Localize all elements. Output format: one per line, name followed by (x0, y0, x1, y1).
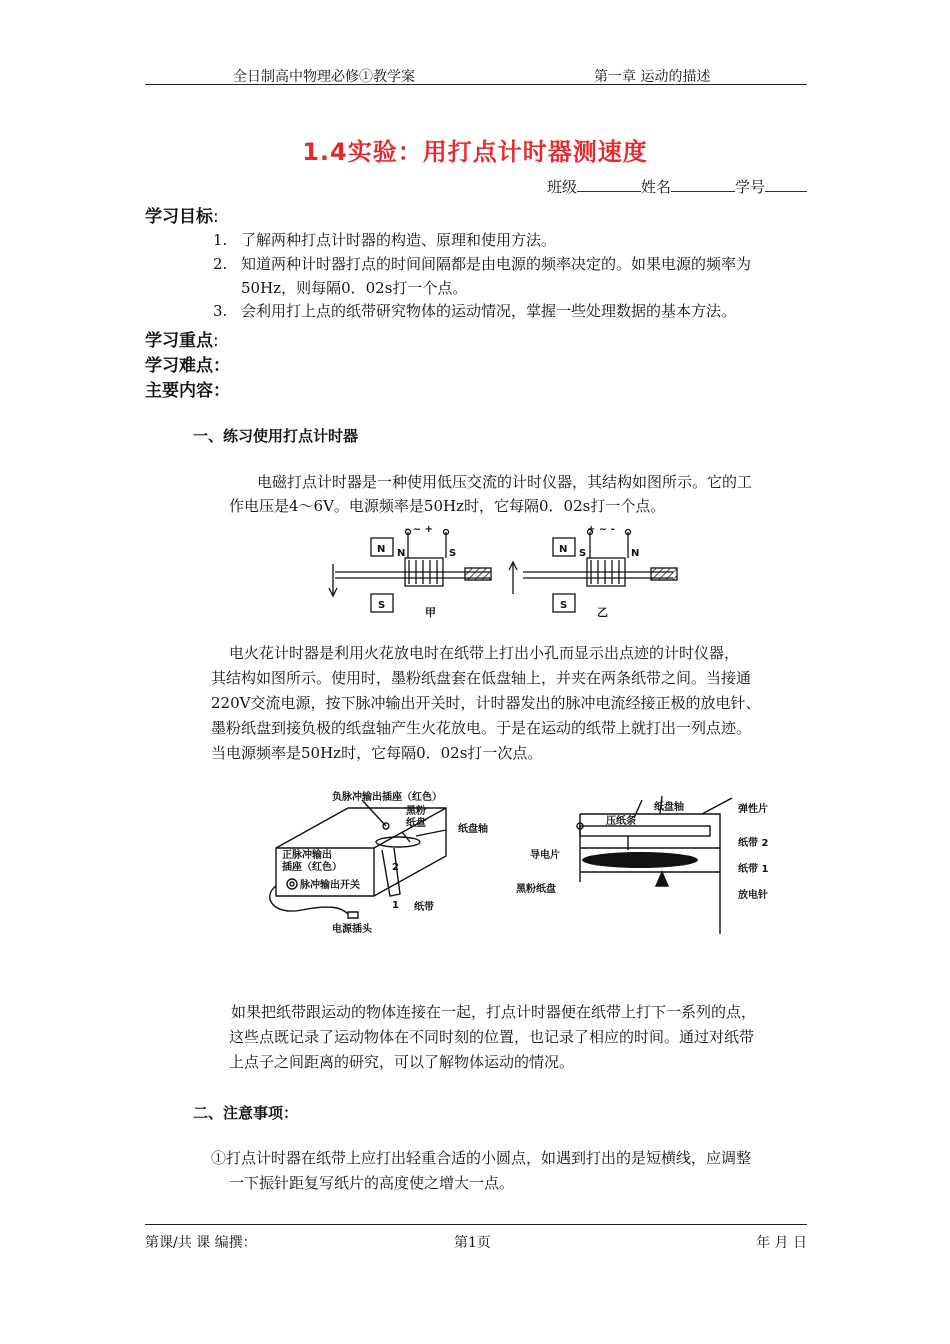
fig2-tape-1: 纸带 1 (738, 864, 769, 875)
section2-item-line2: 一下振针距复写纸片的高度使之增大一点。 (229, 1174, 515, 1192)
name-label: 姓名 (640, 178, 671, 196)
fig2-press-strip: 压纸条 (606, 816, 636, 827)
name-blank (671, 177, 735, 192)
fig2-tape: 纸带 (414, 902, 434, 913)
student-info (547, 176, 807, 197)
fig2-disc-axis: 纸盘轴 (458, 824, 488, 835)
fig1-n-right: N (559, 544, 568, 555)
section1-para2-line5: 当电源频率是50Hz时，它每隔0．02s打一次点。 (211, 744, 543, 762)
section1-para2-line2: 其结构如图所示。使用时，墨粉纸盘套在低盘轴上，并夹在两条纸带之间。当接通 (211, 669, 752, 687)
fig1-caption-right: 乙 (597, 606, 608, 619)
section1-para2-line3: 220V交流电源，按下脉冲输出开关时，计时器发出的脉冲电流经接正极的放电针、 (211, 694, 761, 712)
fig2-tape-2: 纸带 2 (738, 838, 769, 849)
fig1-terminals-right: + ~ - (587, 524, 615, 535)
fig2-neg-socket: 负脉冲输出插座（红色） (332, 792, 442, 803)
goals-label: 学习目标: (145, 207, 219, 227)
header-right: 第一章 运动的描述 (594, 69, 711, 85)
section1-para1-line1: 电磁打点计时器是一种使用低压交流的计时仪器，其结构如图所示。它的工 (257, 473, 753, 491)
class-label: 班级 (546, 178, 577, 196)
header-left: 全日制高中物理必修①教学案 (233, 69, 415, 85)
fig2-spring: 弹性片 (738, 804, 768, 815)
fig1-terminals-left: - ~ + (405, 524, 433, 535)
key-points-label: 学习重点: (145, 331, 219, 351)
id-label: 学号 (734, 178, 765, 196)
goal-text: 了解两种打点计时器的构造、原理和使用方法。 (241, 231, 557, 249)
main-content-label: 主要内容： (145, 381, 230, 401)
section1-para2-line4: 墨粉纸盘到接负极的纸盘轴产生火花放电。于是在运动的纸带上就打出一列点迹。 (211, 719, 752, 737)
goal-item-1 (213, 228, 813, 252)
electromagnetic-timer-figure (325, 524, 685, 620)
difficulties-label: 学习难点： (145, 356, 230, 376)
fig2-switch: 脉冲输出开关 (300, 880, 360, 891)
footer-date: 年 月 日 (756, 1235, 807, 1251)
section2-heading: 二、注意事项： (193, 1104, 299, 1122)
fig2-num-1: 1 (392, 900, 399, 911)
goal-num: 1. (213, 231, 228, 249)
goal-item-2 (213, 252, 813, 276)
id-blank (765, 177, 807, 192)
goal-num: 2. (213, 255, 228, 273)
fig1-n-coil-right: N (631, 548, 640, 559)
class-blank (577, 177, 641, 192)
fig1-s-coil-right: S (579, 548, 587, 559)
section1-para3-line3: 上点子之间距离的研究，可以了解物体运动的情况。 (229, 1053, 575, 1071)
fig1-s-left: S (378, 600, 386, 611)
section1-heading: 一、练习使用打点计时器 (193, 427, 359, 445)
fig1-n-coil-left: N (397, 548, 406, 559)
fig2-pos-socket-1: 正脉冲输出 (282, 850, 332, 861)
goal-text: 知道两种计时器打点的时间间隔都是由电源的频率决定的。如果电源的频率为 (241, 255, 752, 273)
fig2-disc-axis-right: 纸盘轴 (654, 802, 684, 813)
header-rule (145, 84, 807, 85)
fig1-s-right: S (560, 600, 568, 611)
section1-para3-line2: 这些点既记录了运动物体在不同时刻的位置，也记录了相应的时间。通过对纸带 (229, 1028, 755, 1046)
fig2-guide: 导电片 (530, 850, 560, 861)
page-title: 1.4实验：用打点计时器测速度 (302, 138, 648, 166)
goal-item-3 (213, 299, 813, 323)
goal-item-2-cont: 50Hz，则每隔0．02s打一个点。 (241, 279, 468, 297)
fig1-s-coil-left: S (449, 548, 457, 559)
section2-item-line1: ①打点计时器在纸带上应打出轻重合适的小圆点，如遇到打出的是短横线，应调整 (211, 1149, 752, 1167)
footer-rule (145, 1224, 807, 1225)
footer-page: 第1页 (454, 1235, 491, 1251)
fig2-toner-disc-1: 黑粉 (406, 806, 426, 817)
fig2-pos-socket-2: 插座（红色） (282, 862, 342, 873)
fig2-num-2: 2 (392, 862, 399, 873)
spark-timer-figure (262, 786, 794, 938)
section1-para2-line1: 电火花计时器是利用火花放电时在纸带上打出小孔而显示出点迹的计时仪器， (229, 644, 740, 662)
footer-left: 第课/共 课 编撰： (145, 1235, 257, 1251)
fig1-n-left: N (377, 544, 386, 555)
goal-num: 3. (213, 302, 228, 320)
fig2-toner-disc-right: 黑粉纸盘 (516, 884, 556, 895)
fig1-caption-left: 甲 (425, 606, 436, 619)
section1-para1-line2: 作电压是4～6V。电源频率是50Hz时，它每隔0．02s打一个点。 (229, 497, 666, 515)
fig2-needle: 放电针 (738, 890, 768, 901)
fig2-toner-disc-2: 纸盘 (406, 818, 426, 829)
section1-para3-line1: 如果把纸带跟运动的物体连接在一起，打点计时器便在纸带上打下一系列的点， (231, 1003, 757, 1021)
fig2-plug: 电源插头 (332, 924, 372, 935)
goal-text: 会利用打上点的纸带研究物体的运动情况，掌握一些处理数据的基本方法。 (241, 302, 737, 320)
